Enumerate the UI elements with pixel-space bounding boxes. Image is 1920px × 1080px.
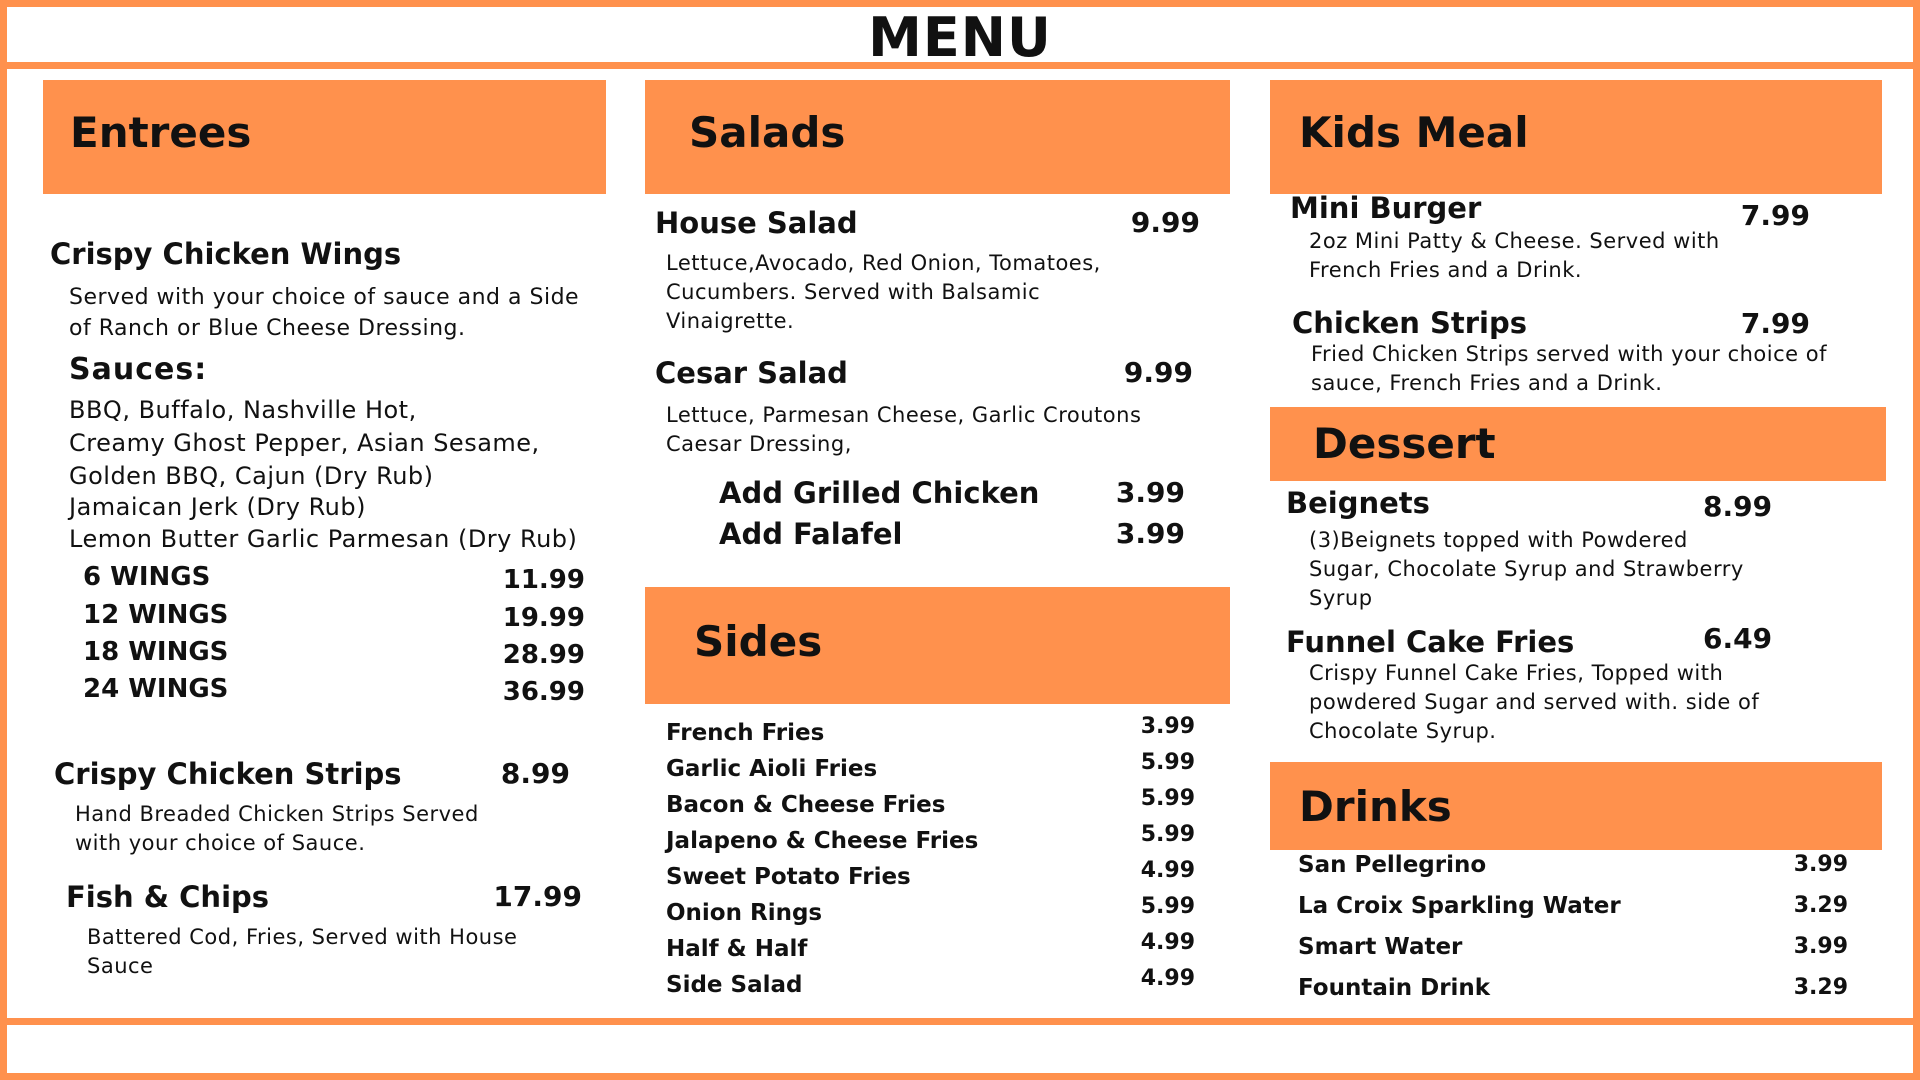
sauce-line: Jamaican Jerk (Dry Rub) bbox=[69, 493, 366, 521]
addon-price: 3.99 bbox=[1115, 517, 1185, 550]
side-item-name: Garlic Aioli Fries bbox=[666, 756, 878, 782]
drink-item-price: 3.99 bbox=[1793, 934, 1848, 959]
strips-price: 8.99 bbox=[500, 757, 570, 790]
funnel-price: 6.49 bbox=[1703, 622, 1773, 655]
sauce-line: Creamy Ghost Pepper, Asian Sesame, bbox=[69, 429, 540, 457]
drink-item-name: La Croix Sparkling Water bbox=[1298, 893, 1621, 919]
drink-item-price: 3.29 bbox=[1793, 893, 1848, 918]
side-item-price: 5.99 bbox=[1140, 822, 1195, 847]
strips-name: Crispy Chicken Strips bbox=[54, 757, 402, 791]
kids-strips-name: Chicken Strips bbox=[1292, 306, 1527, 340]
side-item-name: Bacon & Cheese Fries bbox=[666, 792, 946, 818]
drink-item-name: San Pellegrino bbox=[1298, 852, 1487, 878]
cesar-salad-desc: Lettuce, Parmesan Cheese, Garlic Croutons Caesar Dressing, bbox=[666, 403, 1142, 456]
fish-price: 17.99 bbox=[493, 880, 582, 913]
side-item-price: 5.99 bbox=[1140, 786, 1195, 811]
side-item-price: 5.99 bbox=[1140, 750, 1195, 775]
addon-name: Add Falafel bbox=[719, 517, 903, 551]
side-item-name: Onion Rings bbox=[666, 900, 823, 926]
side-item-name: Half & Half bbox=[666, 936, 808, 962]
beignets-name: Beignets bbox=[1286, 486, 1430, 520]
wing-size-label: 24 WINGS bbox=[83, 674, 229, 704]
side-item-price: 5.99 bbox=[1140, 894, 1195, 919]
kids-strips-price: 7.99 bbox=[1740, 307, 1810, 340]
mini-burger-price: 7.99 bbox=[1740, 199, 1810, 232]
funnel-name: Funnel Cake Fries bbox=[1286, 625, 1575, 659]
side-item-price: 4.99 bbox=[1140, 858, 1195, 883]
wing-size-label: 12 WINGS bbox=[83, 600, 229, 630]
funnel-desc: Crispy Funnel Cake Fries, Topped with powdered Sugar and served with. side of Chocolate Syrup. bbox=[1309, 661, 1760, 743]
drink-item-price: 3.99 bbox=[1793, 852, 1848, 877]
wing-size-price: 28.99 bbox=[502, 640, 585, 670]
house-salad-name: House Salad bbox=[655, 206, 858, 240]
side-item-price: 3.99 bbox=[1140, 714, 1195, 739]
side-item-price: 4.99 bbox=[1140, 930, 1195, 955]
drink-item-name: Smart Water bbox=[1298, 934, 1463, 960]
page-title: MENU bbox=[868, 6, 1052, 69]
house-salad-desc: Lettuce,Avocado, Red Onion, Tomatoes, Cucumbers. Served with Balsamic Vinaigrette. bbox=[666, 251, 1101, 333]
drink-item-name: Fountain Drink bbox=[1298, 975, 1491, 1001]
sauce-line: BBQ, Buffalo, Nashville Hot, bbox=[69, 396, 417, 424]
side-item-name: Sweet Potato Fries bbox=[666, 864, 911, 890]
side-item-name: Side Salad bbox=[666, 972, 803, 998]
addon-price: 3.99 bbox=[1115, 476, 1185, 509]
footer-divider bbox=[0, 1018, 1920, 1025]
wings-desc: Served with your choice of sauce and a Side of Ranch or Blue Cheese Dressing. bbox=[69, 285, 580, 341]
salads-heading: Salads bbox=[689, 108, 846, 157]
side-item-name: Jalapeno & Cheese Fries bbox=[666, 828, 979, 854]
side-item-name: French Fries bbox=[666, 720, 825, 746]
cesar-salad-name: Cesar Salad bbox=[655, 356, 848, 390]
mini-burger-desc: 2oz Mini Patty & Cheese. Served with French Fries and a Drink. bbox=[1309, 229, 1720, 282]
sauce-line: Lemon Butter Garlic Parmesan (Dry Rub) bbox=[69, 525, 578, 553]
house-salad-price: 9.99 bbox=[1130, 206, 1200, 239]
drinks-heading: Drinks bbox=[1299, 782, 1452, 831]
fish-desc: Battered Cod, Fries, Served with House Sauce bbox=[87, 925, 518, 978]
entrees-heading: Entrees bbox=[70, 108, 252, 157]
mini-burger-name: Mini Burger bbox=[1290, 191, 1482, 225]
kids-heading: Kids Meal bbox=[1299, 108, 1529, 157]
kids-strips-desc: Fried Chicken Strips served with your choice of sauce, French Fries and a Drink. bbox=[1311, 342, 1827, 395]
cesar-salad-price: 9.99 bbox=[1123, 356, 1193, 389]
wings-name: Crispy Chicken Wings bbox=[50, 237, 402, 271]
dessert-heading: Dessert bbox=[1313, 419, 1496, 468]
addon-name: Add Grilled Chicken bbox=[719, 476, 1040, 510]
sides-heading: Sides bbox=[694, 617, 823, 666]
wing-size-label: 18 WINGS bbox=[83, 637, 229, 667]
sauce-line: Golden BBQ, Cajun (Dry Rub) bbox=[69, 462, 434, 490]
wing-size-price: 36.99 bbox=[502, 677, 585, 707]
fish-name: Fish & Chips bbox=[66, 880, 270, 914]
strips-desc: Hand Breaded Chicken Strips Served with your choice of Sauce. bbox=[75, 802, 479, 855]
drink-item-price: 3.29 bbox=[1793, 975, 1848, 1000]
sauces-heading: Sauces: bbox=[69, 352, 208, 387]
wing-size-price: 11.99 bbox=[502, 565, 585, 595]
beignets-price: 8.99 bbox=[1703, 490, 1773, 523]
wing-size-label: 6 WINGS bbox=[83, 562, 211, 592]
side-item-price: 4.99 bbox=[1140, 966, 1195, 991]
beignets-desc: (3)Beignets topped with Powdered Sugar, Chocolate Syrup and Strawberry Syrup bbox=[1309, 528, 1744, 610]
wing-size-price: 19.99 bbox=[502, 603, 585, 633]
